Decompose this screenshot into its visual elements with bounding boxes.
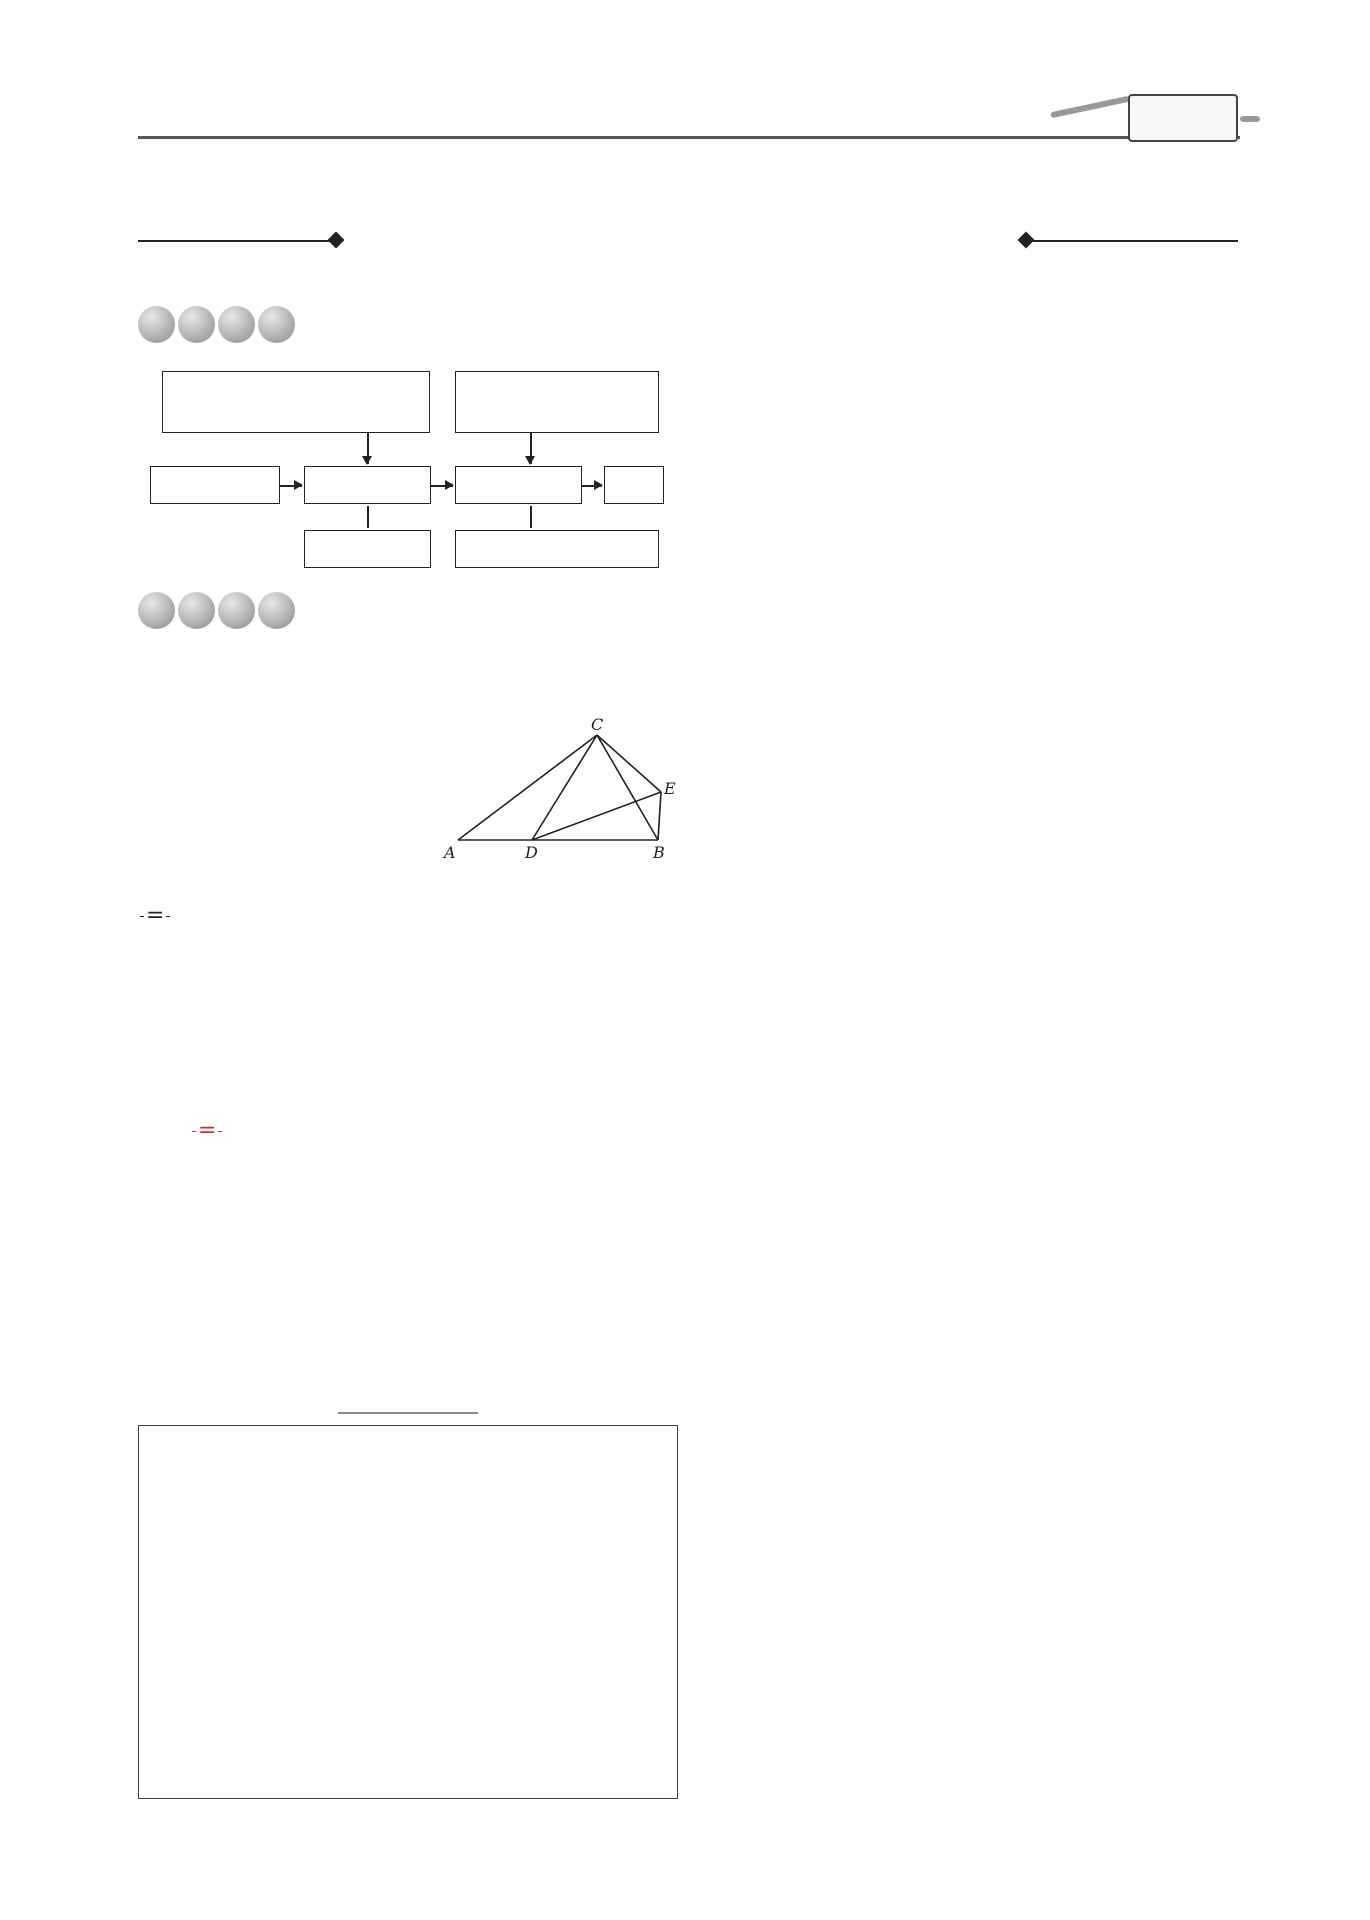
example1-analysis: = [138,860,678,934]
concept-similar-triangle [455,466,582,504]
header-stripe [1240,116,1260,122]
concept-similar-polygon [304,466,431,504]
section-badge-key-points [138,306,295,343]
practice1-answer-parens [582,1557,626,1592]
svg-text:C: C [591,715,604,734]
concept-figure-similarity [150,466,280,504]
header-stripe [1050,96,1129,119]
title-rule-left [138,240,338,242]
example1-stem [138,655,678,690]
practice-tag [338,1412,478,1414]
arrow-right [431,485,453,487]
concept-enlarge-shrink [455,530,659,568]
connector [530,506,532,528]
connector [367,506,369,528]
concept-definition-box [162,371,430,433]
svg-text:A: A [444,843,456,862]
example1-figure [440,715,680,865]
example1-proof: = [190,1112,690,1149]
svg-text:B: B [653,843,665,862]
arrow-right [582,485,602,487]
title-rule-right [1028,240,1238,242]
publisher-logo [1128,94,1238,142]
concept-judgement-box [455,371,659,433]
concept-homothety [304,530,431,568]
title-diamond-left [328,232,345,249]
concept-application [604,466,664,504]
arrow-right [280,485,302,487]
section-badge-examples [138,592,295,629]
header-rule [138,136,1240,139]
practice-box-left [138,1425,678,1799]
arrow-down [367,433,369,464]
arrow-down [530,433,532,464]
svg-text:D: D [525,843,538,862]
svg-text:E: E [664,779,676,798]
